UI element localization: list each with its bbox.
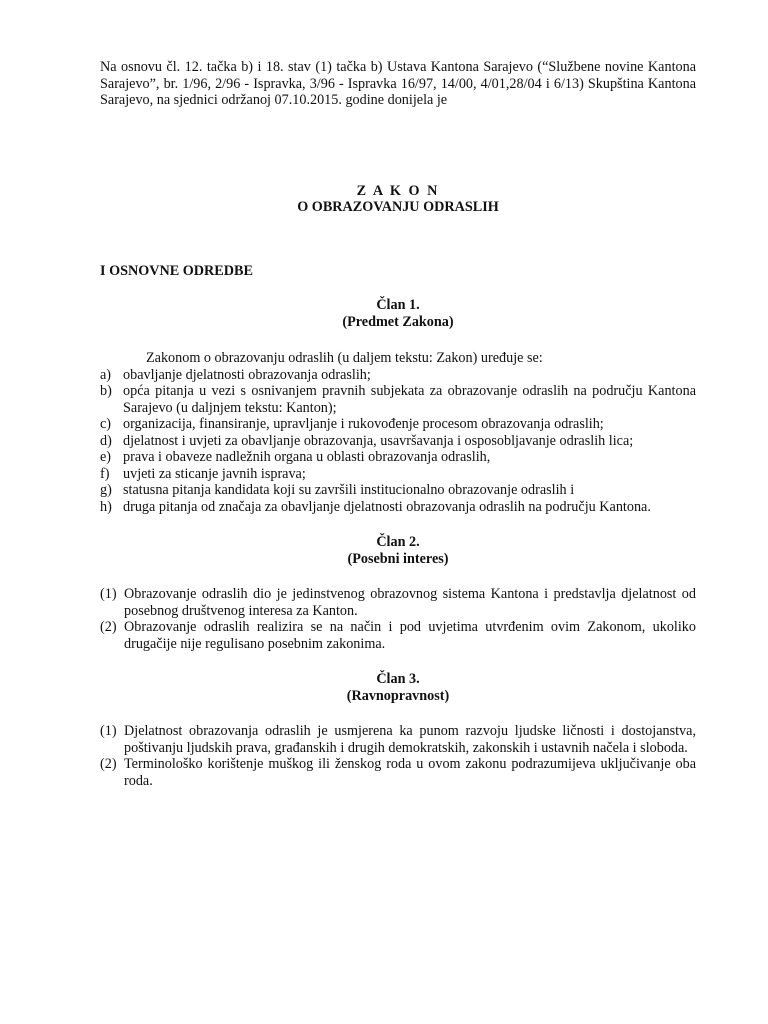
list-item-label: (2): [100, 619, 117, 635]
article-1-intro: Zakonom o obrazovanju odraslih (u daljem tekstu: Zakon) uređuje se:: [146, 350, 543, 366]
list-item-text: opća pitanja u vezi s osnivanjem pravnih subjekata za obrazovanje odraslih na području Kantona Sarajevo (u daljnjem tekstu: Kanton);: [123, 383, 696, 416]
article-3-number: Član 3.: [376, 671, 420, 687]
list-item-label: (1): [100, 723, 117, 739]
list-item: [100, 499, 696, 516]
article-3-header: [100, 671, 696, 704]
list-item-text: Djelatnost obrazovanja odraslih je usmjerena ka punom razvoju ljudske ličnosti i dostojanstva, poštivanju ljudskih prava, građanskih i drugih demokratskih, zakonskih i ustavnih načela i sloboda.: [124, 723, 696, 756]
article-1-list: [100, 367, 696, 516]
article-2-list: [100, 586, 696, 652]
list-item: [100, 449, 696, 466]
list-item: [100, 619, 696, 652]
list-item: [100, 756, 696, 789]
list-item-label: (2): [100, 756, 117, 772]
list-item: [100, 416, 696, 433]
article-3-heading: (Ravnopravnost): [346, 687, 450, 704]
article-2-number: Član 2.: [376, 534, 420, 550]
list-item: [100, 482, 696, 499]
list-item-text: Terminološko korištenje muškog ili ženskog roda u ovom zakonu podrazumijeva uključivanje oba roda.: [124, 756, 696, 789]
article-2-heading: (Posebni interes): [347, 550, 449, 567]
article-3-list: [100, 723, 696, 789]
list-item-label: c): [100, 416, 112, 432]
list-item: [100, 466, 696, 483]
list-item-label: e): [100, 449, 112, 465]
list-item-text: prava i obaveze nadležnih organa u oblasti obrazovanja odraslih,: [123, 449, 491, 465]
law-title-line2: O OBRAZOVANJU ODRASLIH: [297, 199, 499, 215]
list-item-text: obavljanje djelatnosti obrazovanja odraslih;: [123, 366, 371, 383]
list-item-label: d): [100, 432, 112, 449]
law-title: [100, 183, 696, 216]
list-item-text: djelatnost i uvjeti za obavljanje obrazovanja, usavršavanja i osposobljavanje odraslih lica;: [123, 432, 634, 449]
list-item: [100, 723, 696, 756]
list-item-text: Obrazovanje odraslih dio je jedinstvenog obrazovnog sistema Kantona i predstavlja djelatnost od posebnog društvenog interesa za Kanton.: [124, 586, 696, 619]
preamble-paragraph: Na osnovu čl. 12. tačka b) i 18. stav (1) tačka b) Ustava Kantona Sarajevo (“Službene novine Kantona Sarajevo”, br. 1/96, 2/96 - Ispravka, 3/96 - Ispravka 16/97, 14/00, 4/01,28/04 i 6/13) Skupština Kantona Sarajevo, na sjednici održanoj 07.10.2015. godine donijela je: [100, 59, 696, 108]
list-item-label: (1): [100, 586, 117, 602]
document-page: [100, 59, 696, 789]
list-item-text: organizacija, finansiranje, upravljanje i rukovođenje procesom obrazovanja odraslih;: [123, 416, 604, 432]
article-1-heading: (Predmet Zakona): [342, 313, 454, 330]
list-item-label: a): [100, 366, 112, 383]
list-item-label: b): [100, 383, 112, 399]
list-item: [100, 586, 696, 619]
list-item-text: Obrazovanje odraslih realizira se na način i pod uvjetima utvrđenim ovim Zakonom, ukoliko drugačije nije regulisano posebnim zakonima.: [124, 619, 696, 652]
list-item-label: f): [100, 465, 110, 482]
list-item-text: uvjeti za sticanje javnih isprava;: [123, 465, 306, 482]
list-item: [100, 367, 696, 384]
section-heading: I OSNOVNE ODREDBE: [100, 262, 253, 279]
list-item-text: statusna pitanja kandidata koji su završili institucionalno obrazovanje odraslih i: [123, 482, 575, 498]
list-item-label: g): [100, 482, 112, 498]
list-item-text: druga pitanja od značaja za obavljanje djelatnosti obrazovanja odraslih na području Kantona.: [123, 498, 651, 515]
article-1-number: Član 1.: [376, 297, 420, 313]
article-1-header: [100, 297, 696, 330]
law-title-line1: Z A K O N: [356, 182, 440, 199]
article-2-header: [100, 534, 696, 567]
list-item: [100, 383, 696, 416]
list-item-label: h): [100, 498, 112, 515]
list-item: [100, 433, 696, 450]
